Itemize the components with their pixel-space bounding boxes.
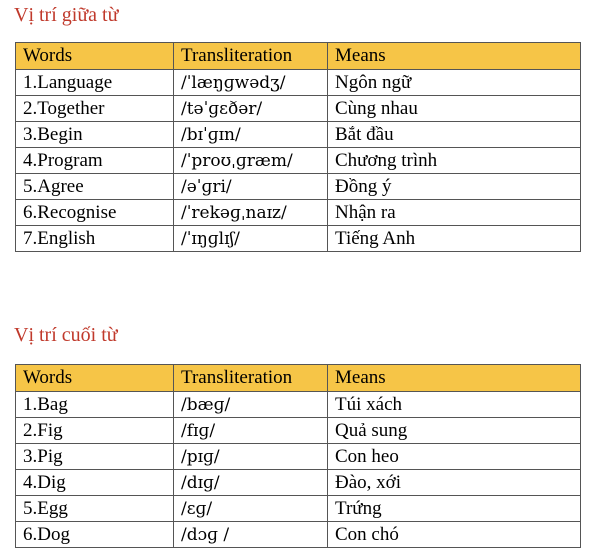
meaning-cell: Cùng nhau	[328, 96, 581, 122]
word-cell: 2.Fig	[16, 418, 174, 444]
ipa-cell: /pɪɡ/	[174, 444, 328, 470]
table-row	[16, 470, 581, 496]
word-cell: 3.Pig	[16, 444, 174, 470]
word-cell: 5.Egg	[16, 496, 174, 522]
vocab-table-middle	[15, 42, 581, 252]
section-title-end: Vị trí cuối từ	[14, 324, 118, 346]
word-cell: 4.Dig	[16, 470, 174, 496]
ipa-cell: /ˈrekəɡˌnaɪz/	[174, 200, 328, 226]
word-cell: 6.Recognise	[16, 200, 174, 226]
table-row	[16, 496, 581, 522]
meaning-cell: Quả sung	[328, 418, 581, 444]
meaning-cell: Đào, xới	[328, 470, 581, 496]
table-row	[16, 70, 581, 96]
word-cell: 1.Bag	[16, 392, 174, 418]
ipa-cell: /ɛɡ/	[174, 496, 328, 522]
table-row	[16, 200, 581, 226]
word-cell: 4.Program	[16, 148, 174, 174]
table-row	[16, 122, 581, 148]
ipa-cell: /fɪɡ/	[174, 418, 328, 444]
meaning-cell: Chương trình	[328, 148, 581, 174]
table-header-row	[16, 43, 581, 70]
word-cell: 1.Language	[16, 70, 174, 96]
meaning-cell: Con heo	[328, 444, 581, 470]
meaning-cell: Tiếng Anh	[328, 226, 581, 252]
section-title-middle: Vị trí giữa từ	[14, 4, 119, 26]
vocab-table-end	[15, 364, 581, 548]
table-row	[16, 226, 581, 252]
word-cell: 3.Begin	[16, 122, 174, 148]
header-words: Words	[16, 365, 174, 392]
ipa-cell: /təˈɡɛðər/	[174, 96, 328, 122]
word-cell: 6.Dog	[16, 522, 174, 548]
table-row	[16, 392, 581, 418]
meaning-cell: Đồng ý	[328, 174, 581, 200]
meaning-cell: Túi xách	[328, 392, 581, 418]
ipa-cell: /əˈɡri/	[174, 174, 328, 200]
table-row	[16, 148, 581, 174]
header-means: Means	[328, 365, 581, 392]
word-cell: 7.English	[16, 226, 174, 252]
ipa-cell: /ˈlæŋɡwədʒ/	[174, 70, 328, 96]
ipa-cell: /dɔɡ /	[174, 522, 328, 548]
header-transliteration: Transliteration	[174, 365, 328, 392]
table-row	[16, 96, 581, 122]
meaning-cell: Nhận ra	[328, 200, 581, 226]
table-row	[16, 522, 581, 548]
meaning-cell: Trứng	[328, 496, 581, 522]
table-row	[16, 418, 581, 444]
table-header-row	[16, 365, 581, 392]
meaning-cell: Ngôn ngữ	[328, 70, 581, 96]
ipa-cell: /bæɡ/	[174, 392, 328, 418]
table-row	[16, 444, 581, 470]
header-transliteration: Transliteration	[174, 43, 328, 70]
ipa-cell: /ˈɪŋɡlɪʃ/	[174, 226, 328, 252]
table-row	[16, 174, 581, 200]
meaning-cell: Bắt đầu	[328, 122, 581, 148]
word-cell: 5.Agree	[16, 174, 174, 200]
ipa-cell: /bɪˈɡɪn/	[174, 122, 328, 148]
header-means: Means	[328, 43, 581, 70]
meaning-cell: Con chó	[328, 522, 581, 548]
header-words: Words	[16, 43, 174, 70]
ipa-cell: /dɪɡ/	[174, 470, 328, 496]
ipa-cell: /ˈproʊˌɡræm/	[174, 148, 328, 174]
word-cell: 2.Together	[16, 96, 174, 122]
